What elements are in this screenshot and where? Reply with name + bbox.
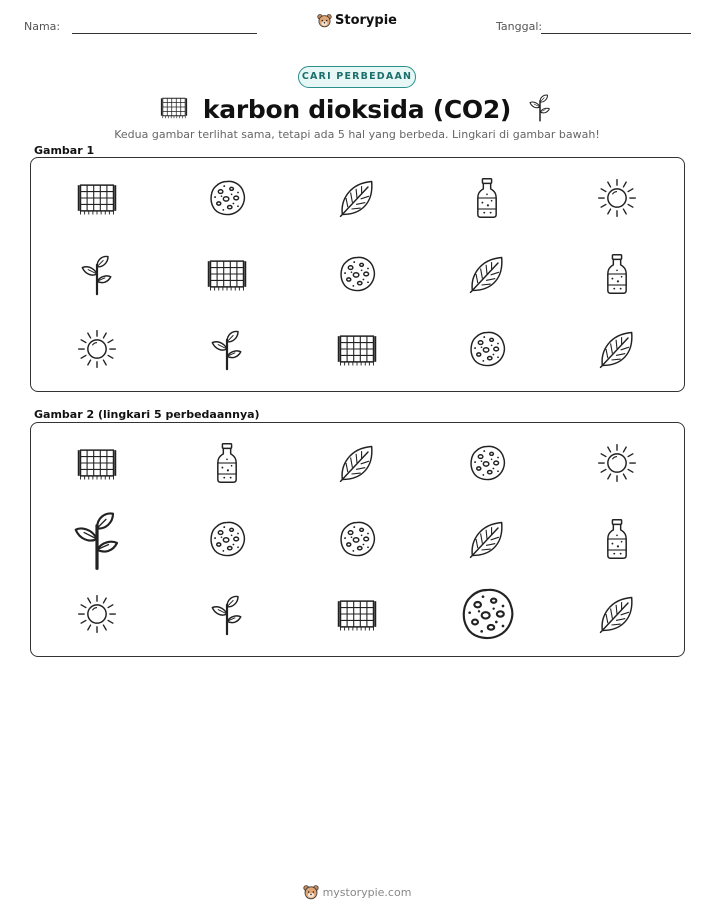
bottle-icon xyxy=(595,517,639,561)
bear-logo-icon xyxy=(317,13,332,28)
picture2-leaf-r1c3[interactable] xyxy=(335,441,379,485)
picture1-leaf-r3c5 xyxy=(595,327,639,371)
picture1-net-r2c2 xyxy=(205,252,249,296)
picture2-leaf-r3c5[interactable] xyxy=(595,592,639,636)
picture1-label: Gambar 1 xyxy=(34,144,95,157)
picture1-sun-r1c5 xyxy=(595,176,639,220)
picture2-cookie-r2c2[interactable] xyxy=(205,517,249,561)
date-field[interactable] xyxy=(541,33,691,34)
picture2-sprout-r2c1[interactable] xyxy=(65,507,129,571)
title-sprout-icon xyxy=(525,92,555,126)
sun-icon xyxy=(595,176,639,220)
picture2-cookie-r3c4[interactable] xyxy=(455,582,519,646)
cookie-icon xyxy=(205,517,249,561)
cookie-icon xyxy=(455,582,519,646)
sun-icon xyxy=(75,592,119,636)
picture1-cookie-r1c2 xyxy=(205,176,249,220)
sun-icon xyxy=(75,327,119,371)
picture2-bottle-r1c2[interactable] xyxy=(205,441,249,485)
bear-logo-icon xyxy=(303,884,319,900)
cookie-icon xyxy=(205,176,249,220)
leaf-icon xyxy=(335,176,379,220)
net-icon xyxy=(335,327,379,371)
activity-badge: CARI PERBEDAAN xyxy=(298,66,416,88)
picture2-panel[interactable] xyxy=(30,422,685,657)
picture2-leaf-r2c4[interactable] xyxy=(465,517,509,561)
sprout-icon xyxy=(65,507,129,571)
page-title: karbon dioksida (CO2) xyxy=(202,94,512,124)
picture1-leaf-r1c3 xyxy=(335,176,379,220)
net-icon xyxy=(75,176,119,220)
leaf-icon xyxy=(595,592,639,636)
cookie-icon xyxy=(465,327,509,371)
bottle-icon xyxy=(205,441,249,485)
brand-name: Storypie xyxy=(335,13,397,28)
leaf-icon xyxy=(595,327,639,371)
net-icon xyxy=(205,252,249,296)
picture2-label: Gambar 2 (lingkari 5 perbedaannya) xyxy=(34,408,260,421)
sprout-icon xyxy=(205,592,249,636)
name-label: Nama: xyxy=(24,20,61,33)
footer-url[interactable]: mystorypie.com xyxy=(322,885,412,899)
picture2-sun-r1c5[interactable] xyxy=(595,441,639,485)
sprout-icon xyxy=(75,252,119,296)
picture1-leaf-r2c4 xyxy=(465,252,509,296)
net-icon xyxy=(335,592,379,636)
picture2-cookie-r2c3[interactable] xyxy=(335,517,379,561)
title-net-icon xyxy=(159,92,189,126)
date-label: Tanggal: xyxy=(496,20,543,33)
cookie-icon xyxy=(335,252,379,296)
picture1-bottle-r2c5 xyxy=(595,252,639,296)
picture1-sun-r3c1 xyxy=(75,327,119,371)
footer xyxy=(0,884,714,904)
picture1-net-r3c3 xyxy=(335,327,379,371)
sun-icon xyxy=(595,441,639,485)
bottle-icon xyxy=(465,176,509,220)
leaf-icon xyxy=(465,252,509,296)
picture1-bottle-r1c4 xyxy=(465,176,509,220)
picture2-sprout-r3c2[interactable] xyxy=(205,592,249,636)
picture1-sprout-r3c2 xyxy=(205,327,249,371)
bottle-icon xyxy=(595,252,639,296)
leaf-icon xyxy=(335,441,379,485)
picture1-net-r1c1 xyxy=(75,176,119,220)
cookie-icon xyxy=(335,517,379,561)
sprout-icon xyxy=(205,327,249,371)
picture1-cookie-r2c3 xyxy=(335,252,379,296)
brand xyxy=(0,13,714,32)
name-field[interactable] xyxy=(72,33,257,34)
picture1-sprout-r2c1 xyxy=(75,252,119,296)
picture2-net-r1c1[interactable] xyxy=(75,441,119,485)
net-icon xyxy=(75,441,119,485)
picture2-cookie-r1c4[interactable] xyxy=(465,441,509,485)
cookie-icon xyxy=(465,441,509,485)
leaf-icon xyxy=(465,517,509,561)
picture2-net-r3c3[interactable] xyxy=(335,592,379,636)
picture1-cookie-r3c4 xyxy=(465,327,509,371)
instruction-text: Kedua gambar terlihat sama, tetapi ada 5 hal yang berbeda. Lingkari di gambar bawah! xyxy=(114,128,600,141)
picture1-panel xyxy=(30,157,685,392)
picture2-sun-r3c1[interactable] xyxy=(75,592,119,636)
picture2-bottle-r2c5[interactable] xyxy=(595,517,639,561)
